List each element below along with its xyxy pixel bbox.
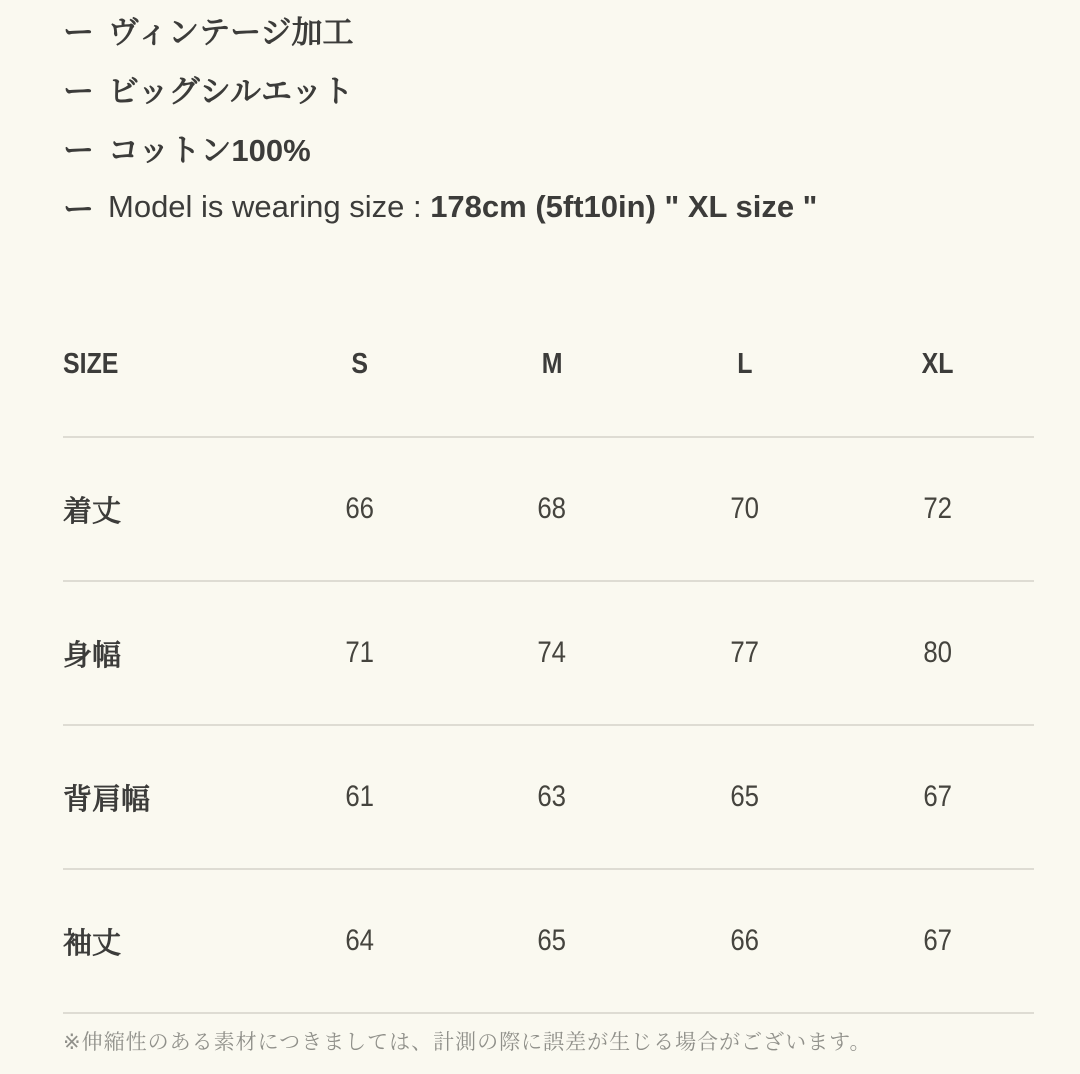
size-table bbox=[63, 292, 1034, 1014]
feature-item-vintage bbox=[63, 0, 1080, 59]
table-row-body-width bbox=[63, 582, 1034, 724]
feature-text-bold: ヴィンテージ加工 bbox=[108, 15, 354, 50]
measurement-value: 61 bbox=[345, 780, 374, 813]
cell-value bbox=[649, 924, 842, 958]
cell-value bbox=[649, 780, 842, 814]
measurement-value: 72 bbox=[923, 492, 952, 525]
measurement-value: 65 bbox=[537, 924, 567, 957]
measurement-value: 70 bbox=[730, 492, 760, 525]
cell-value bbox=[263, 924, 456, 958]
table-row-body-length bbox=[63, 438, 1034, 580]
header-cell-xl bbox=[841, 348, 1034, 381]
header-cell-size bbox=[63, 348, 263, 381]
measurement-value: 67 bbox=[923, 780, 952, 813]
feature-item-model-size bbox=[63, 177, 1080, 236]
measurement-value: 68 bbox=[537, 492, 567, 525]
dash-bullet: ー bbox=[63, 15, 94, 50]
table-row-sleeve-length bbox=[63, 870, 1034, 1012]
cell-value bbox=[456, 636, 649, 670]
cell-value bbox=[456, 780, 649, 814]
measurement-value: 80 bbox=[923, 636, 952, 669]
feature-text-bold: コットン100% bbox=[108, 133, 311, 168]
dash-bullet: ー bbox=[63, 133, 94, 168]
header-cell-m bbox=[456, 348, 649, 381]
row-label: 袖丈 bbox=[63, 927, 122, 960]
feature-list bbox=[0, 0, 1080, 236]
measurement-value: 67 bbox=[923, 924, 952, 957]
measurement-disclaimer: ※伸縮性のある素材につきましては、計測の際に誤差が生じる場合がございます。 bbox=[63, 1031, 872, 1054]
cell-value bbox=[841, 492, 1034, 526]
cell-value bbox=[841, 924, 1034, 958]
header-label: M bbox=[541, 347, 563, 380]
dash-bullet: ー bbox=[63, 192, 94, 227]
measurement-value: 65 bbox=[730, 780, 760, 813]
header-label: XL bbox=[921, 347, 954, 380]
cell-value bbox=[263, 492, 456, 526]
measurement-value: 64 bbox=[345, 924, 374, 957]
measurement-value: 66 bbox=[345, 492, 374, 525]
measurement-value: 71 bbox=[345, 636, 374, 669]
measurement-value: 74 bbox=[537, 636, 567, 669]
row-label: 着丈 bbox=[63, 495, 122, 528]
feature-text-bold: ビッグシルエット bbox=[108, 74, 354, 109]
cell-value bbox=[841, 636, 1034, 670]
header-label: SIZE bbox=[63, 347, 119, 380]
cell-value bbox=[456, 492, 649, 526]
feature-item-cotton bbox=[63, 118, 1080, 177]
cell-value bbox=[649, 492, 842, 526]
feature-text-bold: 178cm (5ft10in) " XL size " bbox=[430, 188, 818, 224]
feature-text: Model is wearing size : bbox=[108, 188, 431, 224]
row-label: 身幅 bbox=[63, 639, 122, 672]
header-label: L bbox=[737, 347, 753, 380]
cell-value bbox=[841, 780, 1034, 814]
header-cell-s bbox=[263, 348, 456, 381]
row-divider bbox=[63, 1012, 1034, 1014]
measurement-value: 63 bbox=[537, 780, 567, 813]
cell-value bbox=[263, 636, 456, 670]
header-cell-l bbox=[649, 348, 842, 381]
feature-item-silhouette bbox=[63, 59, 1080, 118]
header-label: S bbox=[351, 347, 368, 380]
table-row-shoulder-width bbox=[63, 726, 1034, 868]
measurement-value: 66 bbox=[730, 924, 760, 957]
cell-value bbox=[456, 924, 649, 958]
cell-value bbox=[649, 636, 842, 670]
measurement-value: 77 bbox=[730, 636, 760, 669]
size-table-header-row bbox=[63, 292, 1034, 436]
dash-bullet: ー bbox=[63, 74, 94, 109]
cell-value bbox=[263, 780, 456, 814]
row-label: 背肩幅 bbox=[63, 783, 151, 816]
